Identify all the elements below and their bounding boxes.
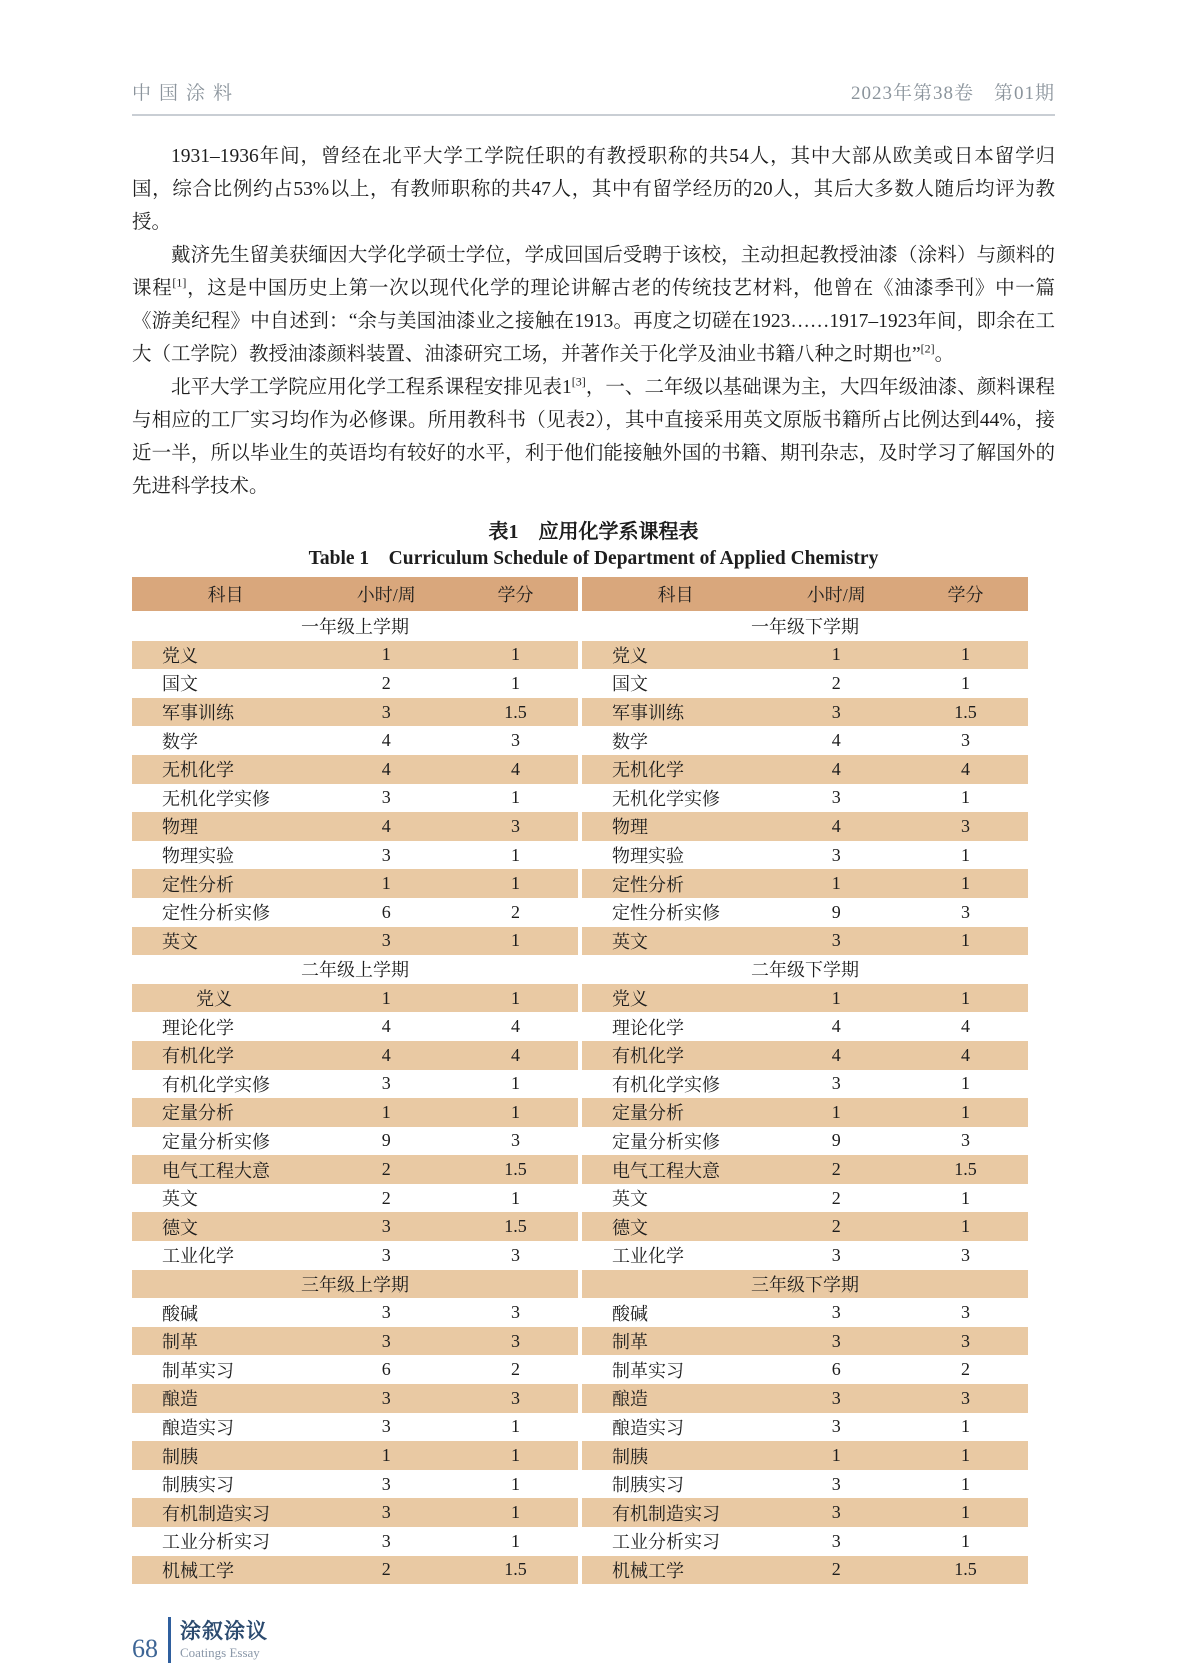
curriculum-table-right-half <box>582 577 1028 1584</box>
credits-value: 3 <box>511 1330 521 1351</box>
credits-value: 1 <box>961 930 971 951</box>
course-name: 酿造 <box>612 1389 648 1410</box>
course-row <box>132 1355 578 1384</box>
course-row <box>132 1070 578 1099</box>
credits-value: 1 <box>511 1473 521 1494</box>
course-row <box>132 1527 578 1556</box>
course-row <box>582 1470 1028 1499</box>
course-name: 定量分析 <box>162 1103 234 1124</box>
hours-per-week-value: 3 <box>381 701 391 722</box>
course-name: 无机化学实修 <box>612 788 720 809</box>
page-number: 68 <box>132 1634 158 1664</box>
footer-divider <box>168 1617 171 1663</box>
hours-per-week-value: 3 <box>831 1502 841 1523</box>
hours-per-week-value: 2 <box>381 1159 391 1180</box>
journal-name: 中国涂料 <box>132 83 241 104</box>
credits-value: 3 <box>511 1302 521 1323</box>
course-row <box>582 1527 1028 1556</box>
hours-per-week-value: 1 <box>831 644 841 665</box>
credits-value: 1 <box>511 1073 521 1094</box>
course-name: 制革 <box>612 1332 648 1353</box>
course-row <box>132 812 578 841</box>
credits-value: 3 <box>511 730 521 751</box>
column-header: 小时/周 <box>806 585 866 605</box>
course-row <box>132 927 578 956</box>
course-row <box>582 641 1028 670</box>
credits-value: 3 <box>511 815 521 836</box>
course-row <box>132 984 578 1013</box>
course-name: 有机化学 <box>612 1046 684 1067</box>
credits-value: 1 <box>511 1187 521 1208</box>
course-name: 工业分析实习 <box>162 1532 270 1553</box>
course-row <box>582 1441 1028 1470</box>
course-row <box>132 669 578 698</box>
course-name: 物理 <box>612 817 648 838</box>
credits-value: 1 <box>511 873 521 894</box>
page-footer <box>132 1616 1055 1664</box>
credits-value: 3 <box>961 1387 971 1408</box>
course-name: 定量分析实修 <box>612 1131 720 1152</box>
credits-value: 2 <box>511 901 521 922</box>
course-name: 无机化学实修 <box>162 788 270 809</box>
course-row <box>132 1012 578 1041</box>
hours-per-week-value: 3 <box>381 1073 391 1094</box>
course-row <box>132 1441 578 1470</box>
article-body <box>132 140 1055 503</box>
table-header-row <box>582 577 1028 611</box>
course-row <box>132 1184 578 1213</box>
paragraph-text: ，一、二年级以基础课为主，大四年级油漆、颜料课程与相应的工厂实习均作为必修课。所用教科书（见表2），其中直接采用英文原版书籍所占比例达到44%，接近一半，所以毕业生的英语均有较好的水平，利于他们能接触外国的书籍、期刊杂志，及时学习了解国外的先进科学技术。 <box>132 377 1055 497</box>
credits-value: 1.5 <box>504 701 527 722</box>
course-name: 制革实习 <box>162 1360 234 1381</box>
credits-value: 3 <box>961 901 971 922</box>
course-name: 制胰实习 <box>612 1475 684 1496</box>
issue-info: 2023年第38卷 第01期 <box>850 83 1055 104</box>
course-row <box>582 1241 1028 1270</box>
course-name: 制革实习 <box>612 1360 684 1381</box>
hours-per-week-value: 4 <box>831 758 841 779</box>
hours-per-week-value: 1 <box>381 1101 391 1122</box>
credits-value: 1.5 <box>954 1559 977 1580</box>
hours-per-week-value: 4 <box>381 1044 391 1065</box>
course-name: 定性分析实修 <box>162 903 270 924</box>
course-row <box>582 1298 1028 1327</box>
hours-per-week-value: 4 <box>381 1016 391 1037</box>
course-name: 酸碱 <box>162 1303 198 1324</box>
hours-per-week-value: 1 <box>381 873 391 894</box>
column-header: 学分 <box>947 585 984 605</box>
column-title <box>180 1616 268 1664</box>
course-row <box>582 1041 1028 1070</box>
credits-value: 1 <box>511 987 521 1008</box>
credits-value: 3 <box>961 1302 971 1323</box>
credits-value: 4 <box>511 758 521 779</box>
course-row <box>132 1041 578 1070</box>
hours-per-week-value: 3 <box>381 1387 391 1408</box>
credits-value: 1 <box>961 1530 971 1551</box>
credits-value: 3 <box>961 1130 971 1151</box>
paragraph-text: 1931–1936年间，曾经在北平大学工学院任职的有教授职称的共54人，其中大部从欧美或日本留学归国，综合比例约占53%以上，有教师职称的共47人，其中有留学经历的20人，其后大多数人随后均评为教授。 <box>132 146 1055 233</box>
course-row <box>132 1241 578 1270</box>
credits-value: 1 <box>511 644 521 665</box>
hours-per-week-value: 3 <box>831 787 841 808</box>
hours-per-week-value: 3 <box>831 1073 841 1094</box>
hours-per-week-value: 2 <box>831 672 841 693</box>
semester-section-row: 三年级下学期 <box>582 1270 1028 1299</box>
course-name: 定性分析 <box>612 874 684 895</box>
credits-value: 1 <box>961 1445 971 1466</box>
hours-per-week-value: 6 <box>381 901 391 922</box>
course-row <box>582 898 1028 927</box>
credits-value: 3 <box>961 815 971 836</box>
hours-per-week-value: 2 <box>831 1187 841 1208</box>
course-name: 理论化学 <box>162 1017 234 1038</box>
course-row <box>582 1212 1028 1241</box>
credits-value: 3 <box>511 1130 521 1151</box>
credits-value: 1 <box>961 873 971 894</box>
course-name: 数学 <box>162 731 198 752</box>
hours-per-week-value: 3 <box>831 844 841 865</box>
hours-per-week-value: 4 <box>831 730 841 751</box>
course-name: 理论化学 <box>612 1017 684 1038</box>
credits-value: 1 <box>961 1216 971 1237</box>
credits-value: 1 <box>961 844 971 865</box>
credits-value: 1 <box>511 1530 521 1551</box>
table-title-en: Table 1 Curriculum Schedule of Department of Applied Chemistry <box>308 548 879 569</box>
credits-value: 4 <box>961 1044 971 1065</box>
course-row <box>582 1012 1028 1041</box>
course-name: 物理实验 <box>612 846 684 867</box>
course-name: 德文 <box>612 1217 648 1238</box>
course-name: 军事训练 <box>612 703 684 724</box>
course-row <box>132 698 578 727</box>
hours-per-week-value: 3 <box>831 1244 841 1265</box>
credits-value: 1 <box>961 672 971 693</box>
credits-value: 3 <box>961 730 971 751</box>
page-header <box>132 78 1055 116</box>
course-row <box>132 869 578 898</box>
credits-value: 1 <box>961 1101 971 1122</box>
credits-value: 2 <box>961 1359 971 1380</box>
course-name: 有机制造实习 <box>612 1503 720 1524</box>
course-name: 英文 <box>612 1189 648 1210</box>
credits-value: 1.5 <box>504 1216 527 1237</box>
hours-per-week-value: 9 <box>831 901 841 922</box>
credits-value: 1 <box>511 1502 521 1523</box>
course-row <box>582 984 1028 1013</box>
hours-per-week-value: 4 <box>831 815 841 836</box>
paragraph <box>132 140 1055 239</box>
citation-ref: [2] <box>920 341 935 356</box>
credits-value: 3 <box>511 1387 521 1408</box>
course-name: 工业分析实习 <box>612 1532 720 1553</box>
credits-value: 1.5 <box>504 1559 527 1580</box>
course-name: 数学 <box>612 731 648 752</box>
hours-per-week-value: 6 <box>831 1359 841 1380</box>
course-name: 无机化学 <box>162 760 234 781</box>
hours-per-week-value: 6 <box>381 1359 391 1380</box>
course-row <box>582 869 1028 898</box>
paragraph <box>132 371 1055 503</box>
semester-section-row: 一年级上学期 <box>301 617 409 638</box>
course-row <box>582 726 1028 755</box>
hours-per-week-value: 3 <box>381 1530 391 1551</box>
hours-per-week-value: 1 <box>381 987 391 1008</box>
hours-per-week-value: 4 <box>381 730 391 751</box>
credits-value: 1 <box>961 987 971 1008</box>
course-row <box>582 812 1028 841</box>
semester-section-row: 三年级上学期 <box>132 1270 578 1299</box>
course-name: 定性分析实修 <box>612 903 720 924</box>
course-row <box>132 1498 578 1527</box>
course-name: 国文 <box>162 674 198 695</box>
hours-per-week-value: 1 <box>831 873 841 894</box>
hours-per-week-value: 1 <box>831 1101 841 1122</box>
course-name: 党义 <box>162 645 198 666</box>
course-name: 国文 <box>612 674 648 695</box>
curriculum-table <box>132 577 1028 1584</box>
credits-value: 1 <box>961 1502 971 1523</box>
course-row <box>132 784 578 813</box>
course-row <box>582 1498 1028 1527</box>
course-row <box>582 1355 1028 1384</box>
course-row <box>582 927 1028 956</box>
course-name: 党义 <box>612 645 648 666</box>
course-name: 制胰 <box>162 1446 198 1467</box>
course-row <box>132 1098 578 1127</box>
hours-per-week-value: 3 <box>831 930 841 951</box>
column-name-cn: 涂叙涂议 <box>180 1619 268 1643</box>
credits-value: 4 <box>961 1016 971 1037</box>
course-row <box>132 755 578 784</box>
course-row <box>582 1556 1028 1585</box>
column-header: 科目 <box>657 585 694 605</box>
curriculum-table-left-half <box>132 577 578 1584</box>
credits-value: 1.5 <box>504 1159 527 1180</box>
course-row <box>132 641 578 670</box>
course-row <box>132 841 578 870</box>
course-name: 英文 <box>162 1189 198 1210</box>
credits-value: 1 <box>961 1473 971 1494</box>
course-name: 党义 <box>612 989 648 1010</box>
course-name: 电气工程大意 <box>612 1160 720 1181</box>
course-row <box>582 1413 1028 1442</box>
hours-per-week-value: 3 <box>381 1473 391 1494</box>
course-name: 酿造实习 <box>162 1417 234 1438</box>
hours-per-week-value: 3 <box>381 1416 391 1437</box>
credits-value: 1 <box>511 1101 521 1122</box>
hours-per-week-value: 2 <box>381 1187 391 1208</box>
paragraph-text: 。 <box>934 344 955 365</box>
course-row <box>132 898 578 927</box>
course-row <box>582 1155 1028 1184</box>
course-row <box>582 1127 1028 1156</box>
hours-per-week-value: 3 <box>831 701 841 722</box>
hours-per-week-value: 1 <box>381 1445 391 1466</box>
paragraph-text: ，这是中国历史上第一次以现代化学的理论讲解古老的传统技艺材料，他曾在《油漆季刊》中一篇《游美纪程》中自述到：“余与美国油漆业之接触在1913。再度之切磋在1923……1917–1923年间，即余在工大（工学院）教授油漆颜料装置、油漆研究工场，并著作关于化学及油业书籍八种之时期也” <box>132 278 1055 365</box>
course-name: 工业化学 <box>612 1246 684 1267</box>
course-row <box>132 1413 578 1442</box>
hours-per-week-value: 1 <box>381 644 391 665</box>
course-row <box>132 1298 578 1327</box>
course-row <box>582 784 1028 813</box>
hours-per-week-value: 2 <box>381 672 391 693</box>
course-name: 机械工学 <box>162 1560 234 1581</box>
course-name: 党义 <box>196 989 232 1010</box>
hours-per-week-value: 4 <box>831 1044 841 1065</box>
hours-per-week-value: 1 <box>831 1445 841 1466</box>
hours-per-week-value: 3 <box>381 844 391 865</box>
course-name: 电气工程大意 <box>162 1160 270 1181</box>
credits-value: 1 <box>511 844 521 865</box>
course-row <box>582 1327 1028 1356</box>
table-header-row <box>132 577 578 611</box>
credits-value: 3 <box>961 1330 971 1351</box>
credits-value: 1 <box>961 1073 971 1094</box>
course-name: 物理 <box>162 817 198 838</box>
credits-value: 1 <box>511 787 521 808</box>
hours-per-week-value: 4 <box>381 758 391 779</box>
course-name: 有机化学实修 <box>612 1074 720 1095</box>
credits-value: 4 <box>961 758 971 779</box>
course-name: 英文 <box>612 931 648 952</box>
course-row <box>582 841 1028 870</box>
course-row <box>582 1184 1028 1213</box>
course-row <box>132 1212 578 1241</box>
hours-per-week-value: 3 <box>381 1502 391 1523</box>
hours-per-week-value: 3 <box>381 1330 391 1351</box>
credits-value: 3 <box>961 1244 971 1265</box>
column-header: 小时/周 <box>356 585 416 605</box>
course-name: 制革 <box>162 1332 198 1353</box>
hours-per-week-value: 3 <box>381 930 391 951</box>
course-row <box>582 1098 1028 1127</box>
credits-value: 1 <box>511 1416 521 1437</box>
paragraph-text: 北平大学工学院应用化学工程系课程安排见表1 <box>171 377 572 398</box>
course-row <box>132 1127 578 1156</box>
semester-section-row: 二年级上学期 <box>301 960 409 981</box>
credits-value: 1.5 <box>954 1159 977 1180</box>
hours-per-week-value: 3 <box>831 1530 841 1551</box>
course-name: 制胰 <box>612 1446 648 1467</box>
hours-per-week-value: 3 <box>381 1302 391 1323</box>
paragraph-text: 戴济先生留美获缅因大学化学硕士学位，学成回国后受聘于该校，主动担起教授油漆（涂料）与颜料的课程 <box>132 245 1055 299</box>
course-name: 军事训练 <box>162 703 234 724</box>
paragraph <box>132 239 1055 371</box>
hours-per-week-value: 2 <box>831 1216 841 1237</box>
credits-value: 1.5 <box>954 701 977 722</box>
course-name: 机械工学 <box>612 1560 684 1581</box>
credits-value: 4 <box>511 1016 521 1037</box>
hours-per-week-value: 3 <box>831 1330 841 1351</box>
credits-value: 1 <box>961 787 971 808</box>
hours-per-week-value: 3 <box>381 1244 391 1265</box>
table-title-cn: 表1 应用化学系课程表 <box>488 521 699 543</box>
credits-value: 1 <box>511 672 521 693</box>
hours-per-week-value: 3 <box>381 1216 391 1237</box>
column-name-en: Coatings Essay <box>180 1644 260 1660</box>
hours-per-week-value: 2 <box>831 1559 841 1580</box>
hours-per-week-value: 3 <box>831 1473 841 1494</box>
hours-per-week-value: 9 <box>831 1130 841 1151</box>
table-block <box>132 519 1055 1584</box>
course-row <box>132 1155 578 1184</box>
course-name: 定量分析实修 <box>162 1131 270 1152</box>
course-name: 物理实验 <box>162 846 234 867</box>
course-name: 无机化学 <box>612 760 684 781</box>
course-name: 有机化学实修 <box>162 1074 270 1095</box>
hours-per-week-value: 2 <box>831 1159 841 1180</box>
credits-value: 1 <box>511 1445 521 1466</box>
credits-value: 3 <box>511 1244 521 1265</box>
course-name: 酿造 <box>162 1389 198 1410</box>
citation-ref: [3] <box>571 374 586 389</box>
course-row <box>132 1470 578 1499</box>
course-name: 有机化学 <box>162 1046 234 1067</box>
hours-per-week-value: 3 <box>381 787 391 808</box>
hours-per-week-value: 2 <box>381 1559 391 1580</box>
course-name: 工业化学 <box>162 1246 234 1267</box>
course-row <box>582 755 1028 784</box>
credits-value: 1 <box>961 1187 971 1208</box>
hours-per-week-value: 1 <box>831 987 841 1008</box>
course-name: 酸碱 <box>612 1303 648 1324</box>
credits-value: 1 <box>961 1416 971 1437</box>
hours-per-week-value: 3 <box>831 1387 841 1408</box>
credits-value: 1 <box>961 644 971 665</box>
course-name: 制胰实习 <box>162 1475 234 1496</box>
course-row <box>582 1070 1028 1099</box>
course-name: 德文 <box>162 1217 198 1238</box>
course-row <box>132 1384 578 1413</box>
course-name: 酿造实习 <box>612 1417 684 1438</box>
hours-per-week-value: 9 <box>381 1130 391 1151</box>
course-row <box>582 1384 1028 1413</box>
course-row <box>582 669 1028 698</box>
credits-value: 1 <box>511 930 521 951</box>
semester-section-row: 二年级下学期 <box>751 960 859 981</box>
hours-per-week-value: 3 <box>831 1302 841 1323</box>
course-name: 定性分析 <box>162 874 234 895</box>
hours-per-week-value: 4 <box>831 1016 841 1037</box>
semester-section-row: 一年级下学期 <box>751 617 859 638</box>
course-name: 有机制造实习 <box>162 1503 270 1524</box>
column-header: 科目 <box>207 585 244 605</box>
course-row <box>132 726 578 755</box>
hours-per-week-value: 4 <box>381 815 391 836</box>
course-name: 英文 <box>162 931 198 952</box>
column-header: 学分 <box>497 585 534 605</box>
credits-value: 4 <box>511 1044 521 1065</box>
course-name: 定量分析 <box>612 1103 684 1124</box>
course-row <box>132 1556 578 1585</box>
citation-ref: [1] <box>172 275 187 290</box>
course-row <box>132 1327 578 1356</box>
hours-per-week-value: 3 <box>831 1416 841 1437</box>
credits-value: 2 <box>511 1359 521 1380</box>
course-row <box>582 698 1028 727</box>
